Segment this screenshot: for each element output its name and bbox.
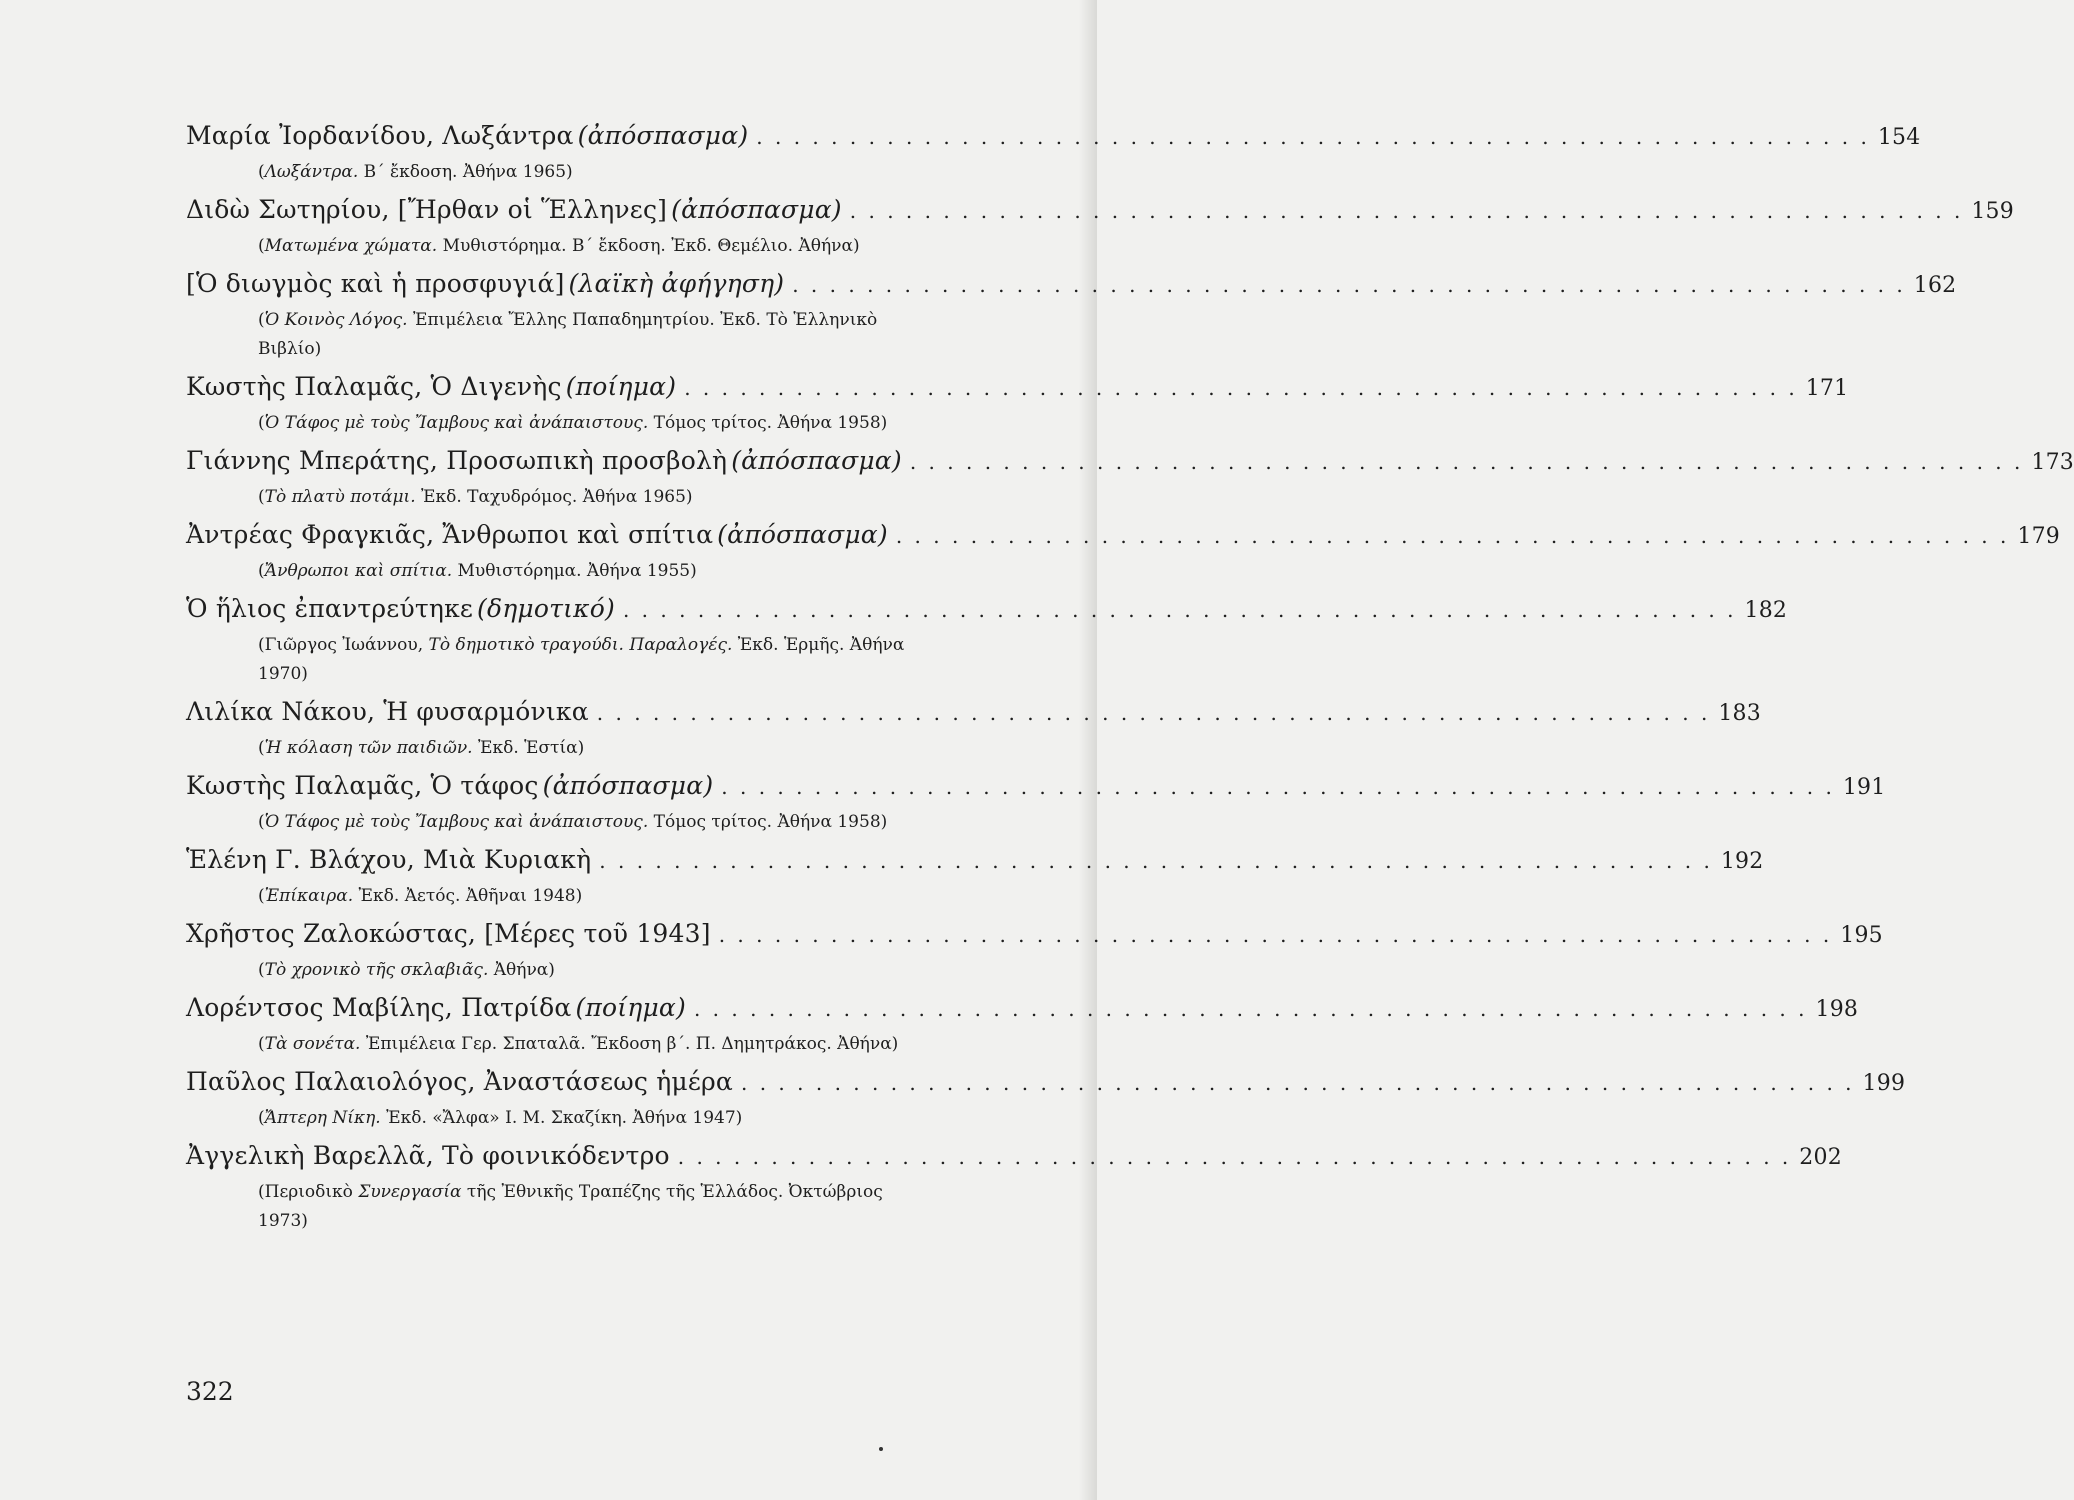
toc-entry-source [258,409,906,438]
toc-entry-source [258,956,906,985]
toc-entry-line [186,842,1764,879]
toc-entry [186,768,1886,837]
toc-entry-genre: (ἀπόσπασμα) [577,121,749,150]
toc-entry-source [258,1178,906,1236]
source-segment: τῆς Ἐθνικῆς Τραπέζης τῆς Ἑλλάδος. Ὀκτώβριος 1973) [258,1182,883,1231]
toc-entry-source [258,557,906,586]
source-segment: ( [258,561,265,581]
toc-entry [186,369,1849,438]
source-segment: Ἄπτερη Νίκη. [264,1108,381,1128]
toc-entry [186,118,1921,187]
source-segment: Τὸ χρονικὸ τῆς σκλαβιᾶς. [264,960,489,980]
toc-entry-source [258,734,906,763]
source-segment: ( [258,1034,265,1054]
toc-entry-page: 199 [1862,1071,1906,1096]
toc-entry-source [258,808,906,837]
toc-entry-page: 198 [1815,997,1859,1022]
toc-entry-genre: (ἀπόσπασμα) [671,195,842,224]
toc-entry-source [258,483,906,512]
toc-entry-line [186,192,2014,229]
toc-entry-title: Διδὼ Σωτηρίου, [Ἤρθαν οἱ Ἕλληνες] [186,195,668,224]
toc-entry [186,842,1764,911]
toc-entry-genre: (ποίημα) [565,372,677,401]
toc-entry-source [258,232,906,261]
toc-entry-page: 192 [1720,849,1764,874]
source-segment: ( [258,1108,265,1128]
toc-entry [186,916,1883,985]
toc-entry-page: 154 [1877,125,1921,150]
toc-entry-title: Ἀντρέας Φραγκιᾶς, Ἄνθρωποι καὶ σπίτια [186,520,714,549]
toc-entry-title: Λιλίκα Νάκου, Ἡ φυσαρμόνικα [186,697,589,726]
toc-entry-title: Λορέντσος Μαβίλης, Πατρίδα [186,993,572,1022]
toc-entry [186,990,1859,1059]
toc-entry-line [186,1138,1842,1175]
dot-leader: . . . . . . . . . . . . . . . . . . . . . . . . . . . . . . . . . . . . . . . . . . . . . . . . . . . . . . . . . . . . [909,450,2024,474]
toc-entry-page: 191 [1842,775,1886,800]
toc-entry [186,192,2014,261]
toc-entry [186,1138,1842,1236]
toc-entry-page: 183 [1718,701,1761,726]
source-segment: Ἐκδ. Ἑστία) [472,738,585,758]
dot-leader: . . . . . . . . . . . . . . . . . . . . . . . . . . . . . . . . . . . . . . . . . . . . . . . . . . . . . . . . . . . . [849,199,1964,223]
source-segment: Ἐκδ. Ταχυδρόμος. Ἀθήνα 1965) [415,487,693,507]
source-segment: Ἐπίκαιρα. [264,886,354,906]
toc-entry-genre: (δημοτικό) [477,594,615,623]
paper-speck [879,1447,883,1451]
toc-entry-genre: (ἀπόσπασμα) [542,771,714,800]
source-segment: ( [258,812,265,832]
dot-leader: . . . . . . . . . . . . . . . . . . . . . . . . . . . . . . . . . . . . . . . . . . . . . . . . . . . . . . . . . . . . [693,997,1808,1021]
toc-entry-source [258,631,906,689]
toc-entry-source [258,1030,906,1059]
toc-entry-genre: (ἀπόσπασμα) [731,446,902,475]
toc-entry [186,694,1761,763]
toc-entry-title: Ὁ ἥλιος ἐπαντρεύτηκε [186,594,474,623]
source-segment: Β΄ ἔκδοση. Ἀθήνα 1965) [358,162,573,182]
dot-leader: . . . . . . . . . . . . . . . . . . . . . . . . . . . . . . . . . . . . . . . . . . . . . . . . . . . . . . . . . . . . [895,524,2010,548]
toc-entry-source [258,306,906,364]
toc-entry-line [186,517,2060,554]
toc-entry-page: 195 [1840,923,1883,948]
toc-entry-page: 171 [1805,376,1849,401]
toc-entry-title: Ἀγγελικὴ Βαρελλᾶ, Τὸ φοινικόδεντρο [186,1141,670,1170]
source-segment: Συνεργασία [358,1182,462,1202]
toc-entry [186,266,1957,364]
source-segment: Ἄνθρωποι καὶ σπίτια. [264,561,453,581]
source-segment: Ἐπιμέλεια Ἔλλης Παπαδημητρίου. Ἐκδ. Τὸ Ἑλληνικὸ Βιβλίο) [258,310,878,359]
source-segment: ( [258,738,265,758]
source-segment: Μυθιστόρημα. Ἀθήνα 1955) [452,561,697,581]
toc-entry-line [186,1064,1906,1101]
dot-leader: . . . . . . . . . . . . . . . . . . . . . . . . . . . . . . . . . . . . . . . . . . . . . . . . . . . . . . . . . . . . [677,1145,1792,1169]
source-segment: Ματωμένα χώματα. [264,236,438,256]
source-segment: Ἐπιμέλεια Γερ. Σπαταλᾶ. Ἔκδοση β΄. Π. Δημητράκος. Ἀθήνα) [360,1034,899,1054]
toc-entry-line [186,768,1886,805]
toc-entry-page: 202 [1799,1145,1842,1170]
table-of-contents [186,118,2074,1241]
dot-leader: . . . . . . . . . . . . . . . . . . . . . . . . . . . . . . . . . . . . . . . . . . . . . . . . . . . . . . . . . . . . [596,701,1711,725]
toc-entry [186,591,1788,689]
source-segment: Ὁ Τάφος μὲ τοὺς Ἴαμβους καὶ ἀνάπαιστους. [264,812,649,832]
source-segment: (Γιῶργος Ἰωάννου, [258,635,429,655]
toc-entry-genre: (ποίημα) [575,993,686,1022]
toc-entry-line [186,118,1921,155]
toc-entry-line [186,916,1883,953]
source-segment: Τόμος τρίτος. Ἀθήνα 1958) [648,413,888,433]
dot-leader: . . . . . . . . . . . . . . . . . . . . . . . . . . . . . . . . . . . . . . . . . . . . . . . . . . . . . . . . . . . . [792,273,1906,297]
toc-entry [186,443,2074,512]
source-segment: Τὸ πλατὺ ποτάμι. [264,487,416,507]
toc-entry-genre: (λαϊκὴ ἀφήγηση) [568,269,785,298]
toc-entry-line [186,266,1957,303]
toc-entry-line [186,369,1849,406]
source-segment: ( [258,162,265,182]
toc-entry-source [258,158,906,187]
toc-entry-page: 182 [1744,598,1788,623]
toc-entry-title: Γιάννης Μπεράτης, Προσωπικὴ προσβολὴ [186,446,728,475]
dot-leader: . . . . . . . . . . . . . . . . . . . . . . . . . . . . . . . . . . . . . . . . . . . . . . . . . . . . . . . . . . . . [622,598,1737,622]
toc-entry-title: Κωστὴς Παλαμᾶς, Ὁ Διγενὴς [186,372,562,401]
toc-entry-title: Μαρία Ἰορδανίδου, Λωξάντρα [186,121,574,150]
source-segment: Ἐκδ. Ἑρμῆς. Ἀθήνα 1970) [258,635,905,684]
toc-entry-source [258,882,906,911]
toc-entry-title: Χρῆστος Ζαλοκώστας, [Μέρες τοῦ 1943] [186,919,711,948]
toc-entry-genre: (ἀπόσπασμα) [717,520,888,549]
dot-leader: . . . . . . . . . . . . . . . . . . . . . . . . . . . . . . . . . . . . . . . . . . . . . . . . . . . . . . . . . . . . [718,923,1833,947]
dot-leader: . . . . . . . . . . . . . . . . . . . . . . . . . . . . . . . . . . . . . . . . . . . . . . . . . . . . . . . . . . . . [741,1071,1855,1095]
toc-entry-title: Ἑλένη Γ. Βλάχου, Μιὰ Κυριακὴ [186,845,592,874]
source-segment: (Περιοδικὸ [258,1182,359,1202]
dot-leader: . . . . . . . . . . . . . . . . . . . . . . . . . . . . . . . . . . . . . . . . . . . . . . . . . . . . . . . . . . . . [721,775,1835,799]
source-segment: Τὸ δημοτικὸ τραγούδι. Παραλογές. [428,635,733,655]
toc-entry [186,517,2060,586]
toc-entry-page: 173 [2031,450,2074,475]
source-segment: Ὁ Κοινὸς Λόγος. [264,310,408,330]
dot-leader: . . . . . . . . . . . . . . . . . . . . . . . . . . . . . . . . . . . . . . . . . . . . . . . . . . . . . . . . . . . . [684,376,1798,400]
source-segment: Ἡ κόλαση τῶν παιδιῶν. [264,738,473,758]
source-segment: ( [258,960,265,980]
source-segment: Τὰ σονέτα. [264,1034,361,1054]
source-segment: Τόμος τρίτος. Ἀθήνα 1958) [648,812,888,832]
toc-entry-line [186,990,1859,1027]
source-segment: ( [258,487,265,507]
source-segment: ( [258,886,265,906]
dot-leader: . . . . . . . . . . . . . . . . . . . . . . . . . . . . . . . . . . . . . . . . . . . . . . . . . . . . . . . . . . . . [756,125,1870,149]
toc-entry-page: 159 [1971,199,2014,224]
toc-entry-page: 179 [2017,524,2060,549]
source-segment: Ἀθήνα) [488,960,555,980]
source-segment: Ὁ Τάφος μὲ τοὺς Ἴαμβους καὶ ἀνάπαιστους. [264,413,649,433]
source-segment: Λωξάντρα. [264,162,359,182]
source-segment: ( [258,236,265,256]
dot-leader: . . . . . . . . . . . . . . . . . . . . . . . . . . . . . . . . . . . . . . . . . . . . . . . . . . . . . . . . . . . . [599,849,1713,873]
source-segment: Μυθιστόρημα. Β΄ ἔκδοση. Ἐκδ. Θεμέλιο. Ἀθήνα) [437,236,860,256]
toc-entry-line [186,694,1761,731]
source-segment: ( [258,413,265,433]
source-segment: Ἐκδ. Ἀετός. Ἀθῆναι 1948) [353,886,583,906]
page-number: 322 [186,1377,234,1406]
toc-entry-line [186,591,1788,628]
toc-entry-line [186,443,2074,480]
toc-entry-source [258,1104,906,1133]
toc-entry-title: Παῦλος Παλαιολόγος, Ἀναστάσεως ἡμέρα [186,1067,733,1096]
toc-entry-title: Κωστὴς Παλαμᾶς, Ὁ τάφος [186,771,539,800]
source-segment: Ἐκδ. «Ἄλφα» Ι. Μ. Σκαζίκη. Ἀθήνα 1947) [380,1108,743,1128]
source-segment: ( [258,310,265,330]
toc-entry-page: 162 [1913,273,1957,298]
toc-entry-title: [Ὁ διωγμὸς καὶ ἡ προσφυγιά] [186,269,565,298]
toc-entry [186,1064,1906,1133]
